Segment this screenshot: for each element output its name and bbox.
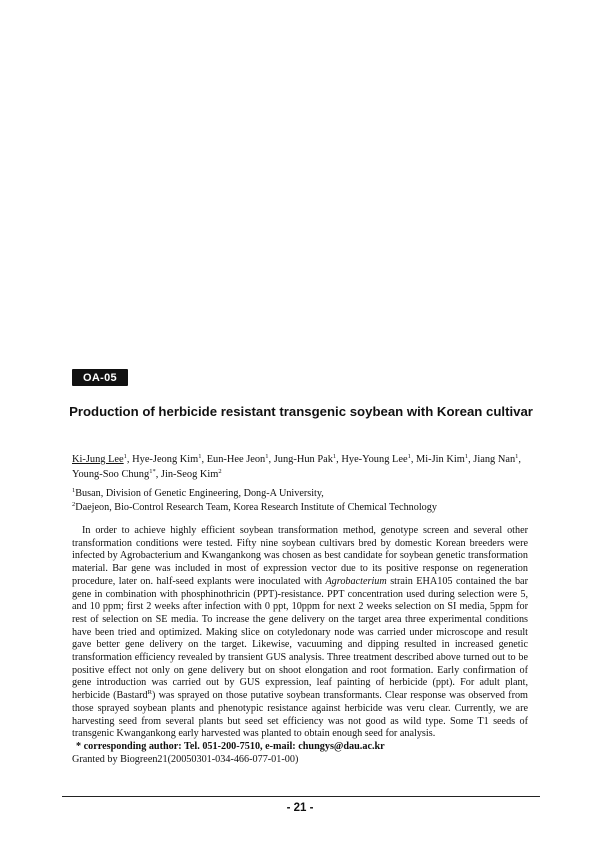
grant-note: Granted by Biogreen21(20050301-034-466-077-01-00) — [72, 754, 299, 765]
author: Jung-Hun Pak$^1$, — [273, 453, 339, 465]
abstract-body — [72, 525, 528, 741]
affiliation-sup: 1 — [72, 487, 76, 494]
author-affil-sup: 1 — [407, 453, 411, 460]
abstract-italic-term: Agrobacterium — [325, 575, 387, 587]
author: Jiang Nan$^1$, — [473, 453, 521, 465]
author-affil-sup: 1 — [515, 453, 519, 460]
author-affil-sup: 1* — [149, 468, 156, 475]
author-name: Hye-Jeong Kim — [132, 454, 199, 465]
author-name: Hye-Young Lee — [341, 454, 408, 465]
author-affil-sup: 1 — [198, 453, 202, 460]
session-badge: OA-05 — [72, 369, 128, 386]
abstract-text: In order to achieve highly efficient soybean transformation method, genotype screen and several other transformation conditions were tested. Fifty nine soybean cultivars bred by domestic Korean breeders were infected by Agrobacterium and Kwangankong was chosen as best candidate for soybean genetic transformation material. Bar gene was included in most of expression vector due to its positive response on regeneration procedure, later on. half-seed explants were inoculated with — [72, 525, 528, 587]
author: Ki-Jung Lee$^1$, — [72, 453, 130, 465]
registered-mark: R — [147, 689, 152, 697]
author: Hye-Jeong Kim$^1$, — [132, 453, 205, 465]
author-affil-sup: 1 — [332, 453, 337, 460]
page-number: - 21 - — [286, 802, 314, 814]
author-name: Ki-Jung Lee — [72, 454, 124, 465]
author-name: Mi-Jin Kim — [416, 454, 465, 465]
author-affil-sup: 1 — [123, 453, 127, 460]
author-name: Young-Soo Chung — [72, 469, 150, 480]
abstract-text: strain EHA105 contained the bar gene in combination with phosphinothricin (PPT)-resistance. PPT concentration used during selection were 5, and 10 ppm; first 2 weeks after infection with 0 ppt, 10ppm for next 2 weeks selection on SI media, 5ppm for rest of selection on SE media. To increase the gene delivery on the target area three experimental conditions have been tried and optimized. Making slice on cotyledonary node was carried under microscope and result gave better gene delivery on the target. Likewise, vacuuming and dipping resulted in increased genetic transformation efficiency revealed by transient GUS analysis. Three treatment described above turned out to be positive effect not only on gene delivery but on shoot elongation and root formation. Early confirmation of gene introduction was carried out by GUS expression, leaf painting of herbicide (ppt). For adult plant, herbicide (Bastard — [72, 575, 528, 702]
affiliation-sup: 2 — [72, 501, 76, 508]
paper-title: Production of herbicide resistant transgenic soybean with Korean cultivar — [69, 404, 533, 419]
author: Mi-Jin Kim$^1$, — [416, 453, 471, 465]
affiliation-text: Busan, Division of Genetic Engineering, Dong-A University, — [75, 488, 324, 499]
author-list — [72, 452, 532, 482]
author: Eun-Hee Jeon$^1$, — [206, 453, 272, 465]
author-name: Jung-Hun Pak — [273, 454, 333, 465]
author: Hye-Young Lee$^1$, — [341, 453, 414, 465]
corresponding-author: * corresponding author: Tel. 051-200-7510, e-mail: chungys@dau.ac.kr — [76, 741, 385, 752]
author-name: Jiang Nan — [473, 454, 516, 465]
footer-rule — [62, 796, 540, 797]
author-affil-sup: 1 — [464, 453, 469, 460]
author-affil-sup: 1 — [265, 453, 269, 460]
affiliation — [72, 487, 532, 501]
affiliation — [72, 501, 532, 515]
author: Young-Soo Chung$^{1*}$, — [72, 468, 159, 480]
affiliation-list — [72, 487, 532, 515]
author — [161, 469, 222, 480]
author-name: Jin-Seog Kim — [160, 469, 219, 480]
affiliation-text: Daejeon, Bio-Control Research Team, Korea Research Institute of Chemical Technology — [75, 502, 437, 513]
author-affil-sup: 2 — [218, 468, 222, 475]
abstract-text: ) was sprayed on those putative soybean transformants. Clear response was observed from those sprayed soybean plants and phenotypic resistance against herbicide was veru clear. Currently, we are harvesting seed from several plants but seed set efficiency was not good as wild type. Some T1 seeds of transgenic Kwangankong early harvested was planted to obtain enough seed for analysis. — [72, 690, 528, 740]
author-name: Eun-Hee Jeon — [206, 454, 266, 465]
